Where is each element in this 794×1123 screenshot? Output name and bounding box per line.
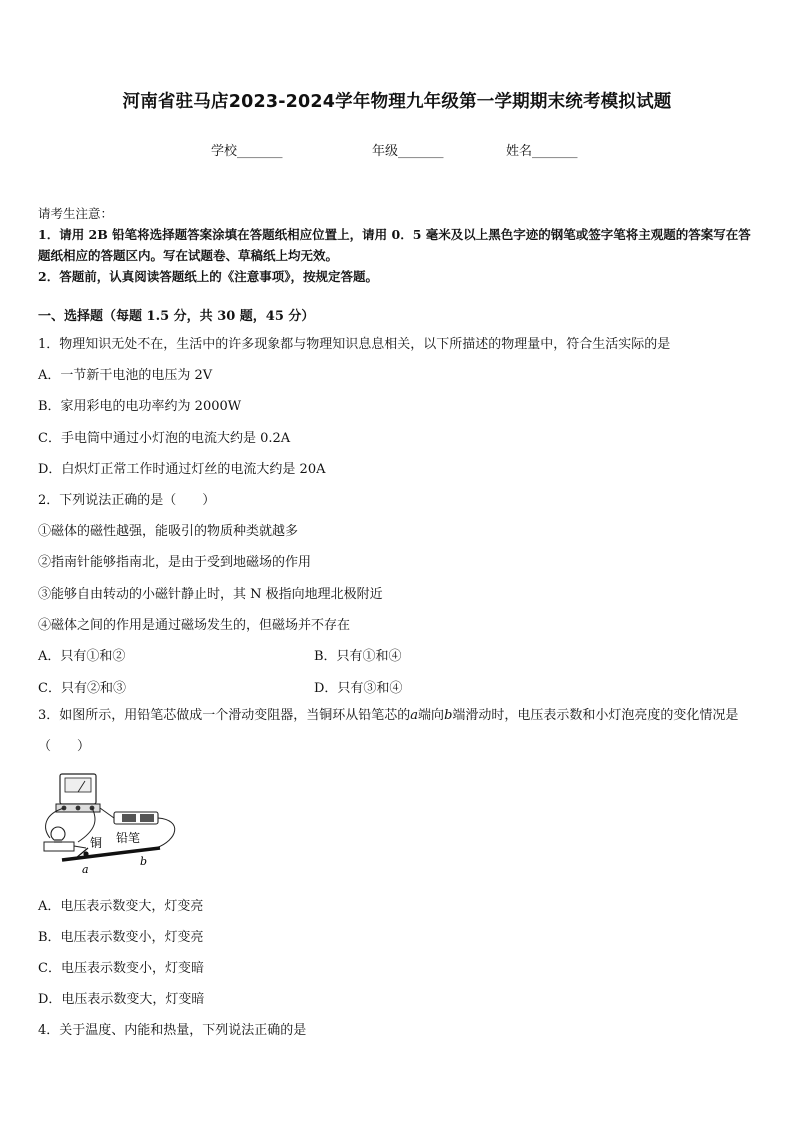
question-2-option-b: B．只有①和④ — [314, 649, 402, 664]
school-field: 学校_______ — [211, 144, 283, 159]
student-info-row — [0, 140, 794, 160]
question-2-option-a: A．只有①和② — [38, 649, 126, 664]
label-pencil: 铅笔 — [116, 831, 141, 845]
bulb-icon — [44, 827, 74, 851]
question-2-option-d: D．只有③和④ — [314, 681, 403, 696]
question-2-statement-3: ③能够自由转动的小磁针静止时，其 N 极指向地理北极附近 — [38, 587, 383, 602]
question-1-option-a: A．一节新干电池的电压为 2V — [38, 368, 213, 383]
question-2-statement-2: ②指南针能够指南北，是由于受到地磁场的作用 — [38, 555, 312, 570]
question-3-option-a: A．电压表示数变大，灯变亮 — [38, 899, 204, 914]
question-3-option-b: B．电压表示数变小，灯变亮 — [38, 930, 204, 945]
question-2-statement-1: ①磁体的磁性越强，能吸引的物质种类就越多 — [38, 524, 299, 539]
label-a: a — [82, 863, 89, 876]
question-3-stem-part-2: 端向 — [418, 708, 445, 723]
question-3-option-c: C．电压表示数变小，灯变暗 — [38, 961, 204, 976]
page-title: 河南省驻马店2023-2024学年物理九年级第一学期期末统考模拟试题 — [122, 92, 672, 112]
question-1-option-d: D．白炽灯正常工作时通过灯丝的电流大约是 20A — [38, 462, 326, 477]
question-3-option-d: D．电压表示数变大，灯变暗 — [38, 992, 205, 1007]
notice-heading: 请考生注意： — [38, 206, 114, 221]
circuit-figure — [38, 768, 188, 878]
name-field: 姓名_______ — [506, 144, 578, 159]
question-2-statement-4: ④磁体之间的作用是通过磁场发生的，但磁场并不存在 — [38, 618, 351, 633]
label-copper: 铜 — [90, 836, 103, 850]
question-3-stem — [38, 700, 760, 762]
question-2-stem: 2．下列说法正确的是（ ） — [38, 493, 216, 508]
question-3-stem-part-1: 3．如图所示，用铅笔芯做成一个滑动变阻器，当铜环从铅笔芯的 — [38, 708, 411, 723]
notice-item-1: 1．请用 2B 铅笔将选择题答案涂填在答题纸相应位置上，请用 0．5 毫米及以上黑色字迹的钢笔或签字笔将主观题的答案写在答题纸相应的答题区内。写在试题卷、草稿纸上均无效。 — [38, 227, 751, 263]
variable-a: a — [410, 708, 419, 723]
question-4-stem: 4．关于温度、内能和热量，下列说法正确的是 — [38, 1023, 307, 1038]
question-1-option-c: C．手电筒中通过小灯泡的电流大约是 0.2A — [38, 431, 291, 446]
exam-notice — [38, 203, 758, 287]
question-1-option-b: B．家用彩电的电功率约为 2000W — [38, 399, 242, 414]
voltmeter-icon — [56, 774, 100, 812]
label-b: b — [140, 855, 148, 868]
battery-icon — [114, 812, 158, 824]
notice-item-2: 2．答题前，认真阅读答题纸上的《注意事项》，按规定答题。 — [38, 269, 378, 284]
question-3-stem-part-3: 端滑动时，电压表示数和小灯泡亮度的变化情况是（ ） — [38, 708, 739, 754]
question-2-option-c: C．只有②和③ — [38, 681, 126, 696]
grade-field: 年级_______ — [372, 144, 444, 159]
section-heading: 一、选择题（每题 1.5 分，共 30 题，45 分） — [38, 309, 315, 324]
question-1-stem: 1．物理知识无处不在，生活中的许多现象都与物理知识息息相关，以下所描述的物理量中，符合生活实际的是 — [38, 337, 671, 352]
variable-b: b — [444, 708, 453, 723]
